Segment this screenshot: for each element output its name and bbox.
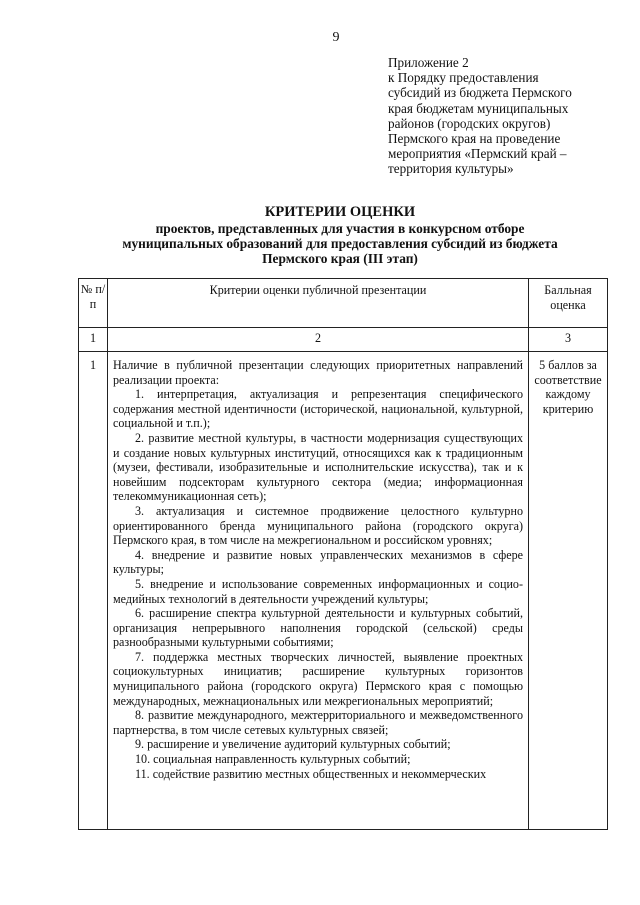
criteria-item: 9. расширение и увеличение аудиторий культурных событий; — [135, 737, 451, 752]
criteria-item: 10. социальная направленность культурных событий; — [135, 752, 411, 767]
header-criteria: Критерии оценки публичной презентации — [108, 279, 529, 328]
row-number: 1 — [79, 352, 108, 830]
document-title — [80, 205, 600, 266]
title-line: Пермского края (III этап) — [262, 251, 418, 266]
criteria-table — [78, 278, 608, 830]
score-cell: 5 баллов за соответствие каждому критерию — [529, 352, 608, 830]
criteria-cell — [108, 352, 529, 830]
appendix-line: края бюджетам муниципальных — [388, 100, 569, 116]
criteria-item: 4. внедрение и развитие новых управленческих механизмов в сфере культуры; — [113, 547, 523, 577]
title-heading: КРИТЕРИИ ОЦЕНКИ — [264, 204, 416, 220]
criteria-item: 6. расширение спектра культурной деятельности и культурных событий, организация непрерывного наполнения городской (сельской) среды разнообразными культурными событиями; — [113, 606, 523, 650]
column-number: 1 — [79, 328, 108, 352]
page-number: 9 — [332, 30, 340, 45]
criteria-item: 8. развитие международного, межтерриториального и межведомственного партнерства, в том числе сетевых культурных связей; — [113, 708, 523, 737]
column-number-row — [79, 328, 608, 352]
column-number: 3 — [529, 328, 608, 352]
column-number: 2 — [108, 328, 529, 352]
appendix-line: Приложение 2 — [388, 55, 469, 70]
header-number: № п/п — [79, 279, 108, 328]
appendix-line: субсидий из бюджета Пермского — [388, 85, 572, 101]
appendix-reference — [388, 55, 628, 177]
criteria-item: 2. развитие местной культуры, в частности модернизация существующих и создание новых культурных институций, относящихся как к традиционным (музеи, фестивали, изобразительные и исполнительские искусства), так и к новейшим подсекторам культурного сектора (медиа; информационная телекоммуникационная сеть); — [113, 430, 523, 504]
table-header-row — [79, 279, 608, 328]
appendix-line: районов (городских округов) — [388, 115, 551, 131]
appendix-line: Пермского края на проведение — [388, 131, 561, 147]
title-line: проектов, представленных для участия в конкурсном отборе — [155, 221, 525, 236]
table-row — [79, 352, 608, 830]
appendix-line: территория культуры» — [388, 161, 514, 177]
appendix-line: к Порядку предоставления — [388, 70, 539, 86]
criteria-item: 7. поддержка местных творческих личностей, выявление проектных социокультурных инициатив; расширение культурных горизонтов муниципального района (городского округа) Пермского края с помощью международных, межнациональных или межрегиональных мероприятий; — [113, 649, 523, 708]
title-line: муниципальных образований для предоставления субсидий из бюджета — [122, 236, 558, 251]
criteria-item: 1. интерпретация, актуализация и репрезентация специфического содержания местной идентичности (исторической, национальной, культурной, социальной и т.п.); — [113, 387, 523, 431]
appendix-line: мероприятия «Пермский край – — [388, 146, 567, 162]
criteria-item: 3. актуализация и системное продвижение целостного культурно ориентированного бренда муниципального района (городского округа) Пермского края, в том числе на межрегиональном и российском уровнях; — [113, 503, 523, 548]
header-score: Балльная оценка — [529, 279, 608, 328]
criteria-intro: Наличие в публичной презентации следующих приоритетных направлений реализации проекта: — [113, 358, 523, 387]
criteria-item: 11. содействие развитию местных общественных и некоммерческих — [135, 766, 487, 781]
criteria-item: 5. внедрение и использование современных информационных и социо-медийных технологий в деятельности учреждений культуры; — [113, 576, 523, 606]
